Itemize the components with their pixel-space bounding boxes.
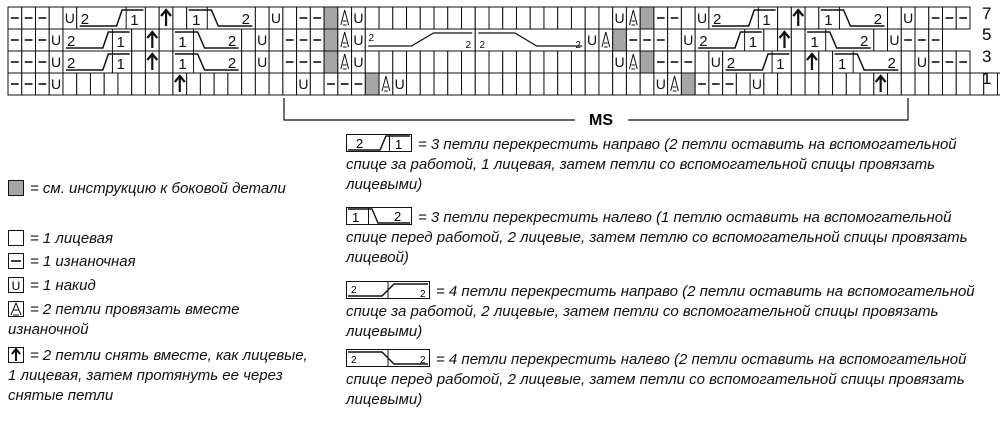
chart-cell	[159, 73, 173, 95]
yarn-over-mark: U	[587, 32, 598, 48]
cross4-right-icon	[346, 281, 430, 299]
chart-cell	[599, 51, 613, 73]
chart-cell	[681, 7, 695, 29]
yarn-over-mark: U	[683, 32, 694, 48]
yarn-over-mark: U	[353, 54, 364, 70]
legend-text-double-decrease: = 2 петли снять вместе, как лицевые, 1 лицевая, затем протянуть ее через снятые петли	[8, 347, 308, 404]
chart-cell	[503, 51, 517, 73]
chart-cell	[462, 7, 476, 29]
chart-cell	[365, 73, 379, 95]
chart-cell	[943, 73, 957, 95]
chart-cell	[489, 7, 503, 29]
cable-block	[365, 29, 475, 51]
cross3-right-icon	[346, 134, 412, 152]
cable-label-2: 2	[227, 33, 237, 50]
chart-cell	[393, 51, 407, 73]
chart-cell	[462, 73, 476, 95]
chart-cell	[269, 29, 283, 51]
legend-item-cross4-left	[346, 349, 996, 410]
yarn-over-mark: U	[257, 32, 268, 48]
legend-text-cross4-left: = 4 петли перекрестить налево (2 петли оставить на вспомогательной спице перед работой, 2 лицевые, затем петли со вспомогательной спицы провязать лицевыми)	[346, 351, 967, 408]
cross3-left-icon	[346, 207, 412, 225]
row-number-3: 3	[982, 47, 992, 66]
chart-cell	[200, 73, 214, 95]
cable-label-1: 1	[838, 56, 847, 73]
chart-cell	[736, 73, 750, 95]
chart-cell	[805, 73, 819, 95]
chart-cell	[434, 51, 448, 73]
cable-label-2: 2	[712, 11, 722, 28]
yarn-over-mark: U	[257, 54, 268, 70]
chart-cell	[407, 51, 421, 73]
chart-cell	[145, 7, 159, 29]
chart-cell	[324, 29, 338, 51]
yarn-over-mark: U	[394, 76, 405, 92]
cable-label-2: 2	[726, 55, 736, 72]
chart-cell	[516, 73, 530, 95]
chart-grid	[8, 7, 1000, 95]
chart-cell	[49, 7, 63, 29]
chart-cell	[599, 7, 613, 29]
chart-cell	[585, 7, 599, 29]
chart-cell	[544, 7, 558, 29]
chart-cell	[159, 29, 173, 51]
chart-cell	[132, 73, 146, 95]
cable-block	[475, 29, 585, 51]
chart-cell	[915, 7, 929, 29]
chart-cell	[530, 73, 544, 95]
chart-cell	[640, 51, 654, 73]
chart-cell	[242, 73, 256, 95]
chart-cell	[310, 73, 324, 95]
chart-cell	[778, 7, 792, 29]
chart-cell	[228, 73, 242, 95]
purl-dash-icon	[8, 253, 24, 269]
chart-cell	[365, 7, 379, 29]
chart-cell	[242, 29, 256, 51]
chart-cell	[585, 51, 599, 73]
yarn-over-mark: U	[353, 10, 364, 26]
chart-cell	[530, 51, 544, 73]
chart-cell	[448, 7, 462, 29]
yarn-over-icon	[8, 277, 24, 293]
legend-text-cross3-left: = 3 петли перекрестить налево (1 петлю оставить на вспомогательной спице перед работой, 2 лицевые, затем петлю со вспомогательной спицы провязать лицевой)	[346, 209, 968, 266]
legend-item-yarn-over	[8, 276, 96, 296]
chart-cell	[764, 29, 778, 51]
chart-cell	[420, 73, 434, 95]
legend-text-purl: = 1 изнаночная	[30, 253, 136, 270]
chart-cell	[791, 73, 805, 95]
chart-cell	[791, 51, 805, 73]
yarn-over-mark: U	[51, 76, 62, 92]
chart-cell	[819, 73, 833, 95]
chart-cell	[104, 73, 118, 95]
chart-cell	[90, 73, 104, 95]
chart-cell	[516, 7, 530, 29]
cable-label-2: 2	[860, 33, 869, 50]
row-number-1: 1	[982, 69, 992, 88]
chart-cell	[571, 51, 585, 73]
yarn-over-mark: U	[655, 76, 666, 92]
chart-cell	[819, 51, 833, 73]
legend-item-cross3-left	[346, 207, 996, 268]
svg-text:1: 1	[352, 210, 360, 225]
chart-cell	[558, 51, 572, 73]
chart-cell	[571, 73, 585, 95]
chart-cell	[915, 73, 929, 95]
chart-cell	[145, 73, 159, 95]
legend-text-knit: = 1 лицевая	[30, 230, 114, 247]
cable-label-2: 2	[241, 11, 250, 28]
svg-text:2: 2	[351, 285, 357, 296]
chart-cell	[544, 51, 558, 73]
legend-item-p2tog	[8, 300, 308, 340]
chart-cell	[475, 51, 489, 73]
chart-cell	[132, 29, 146, 51]
chart-cell	[695, 51, 709, 73]
cable-label-2: 2	[575, 40, 581, 51]
chart-cell	[434, 7, 448, 29]
chart-cell	[764, 73, 778, 95]
chart-cell	[448, 51, 462, 73]
cable-label-1: 1	[130, 12, 139, 29]
legend-text-cross4-right: = 4 петли перекрестить направо (2 петли оставить на вспомогательной спице за работой, 2 лицевые, затем петли со вспомогательной спицы провязать лицевыми)	[346, 283, 975, 340]
chart-cell	[269, 73, 283, 95]
yarn-over-mark: U	[751, 76, 763, 92]
chart-cell	[420, 7, 434, 29]
chart-cell	[393, 7, 407, 29]
cable-label-1: 1	[178, 34, 187, 51]
chart-cell	[530, 7, 544, 29]
row-number-column	[982, 4, 991, 88]
cable-label-1: 1	[810, 34, 819, 51]
cable-label-2: 2	[699, 33, 708, 50]
chart-cell	[901, 73, 915, 95]
chart-cell	[668, 29, 682, 51]
cable-label-1: 1	[178, 56, 187, 73]
yarn-over-mark: U	[614, 10, 625, 26]
knit-square-icon	[8, 230, 24, 246]
chart-cell	[901, 51, 915, 73]
legend-item-side-panel	[8, 179, 308, 199]
yarn-over-mark: U	[353, 32, 364, 48]
chart-cell	[489, 73, 503, 95]
legend-item-knit	[8, 229, 113, 249]
row-number-7: 7	[982, 4, 992, 23]
chart-cell	[778, 73, 792, 95]
yarn-over-mark: U	[903, 10, 914, 26]
chart-cell	[324, 51, 338, 73]
chart-cell	[283, 73, 297, 95]
svg-text:2: 2	[356, 136, 364, 151]
chart-cell	[874, 29, 888, 51]
yarn-over-mark: U	[64, 10, 75, 26]
chart-cell	[462, 51, 476, 73]
chart-cell	[489, 51, 503, 73]
chart-cell	[503, 73, 517, 95]
chart-cell	[558, 7, 572, 29]
svg-text:U: U	[11, 279, 21, 293]
legend-item-cross4-right	[346, 281, 996, 342]
chart-cell	[324, 7, 338, 29]
cable-label-2: 2	[887, 55, 896, 72]
chart-cell	[888, 73, 902, 95]
chart-cell	[434, 73, 448, 95]
chart-cell	[407, 73, 421, 95]
chart-cell	[860, 73, 874, 95]
cable-label-1: 1	[748, 34, 758, 51]
chart-cell	[118, 73, 132, 95]
cable-label-2: 2	[465, 40, 472, 51]
chart-cell	[255, 7, 269, 29]
yarn-over-mark: U	[614, 54, 625, 70]
yarn-over-mark: U	[696, 10, 708, 26]
yarn-over-mark: U	[889, 32, 900, 48]
chart-cell	[365, 51, 379, 73]
chart-cell	[805, 7, 819, 29]
yarn-over-mark: U	[51, 54, 62, 70]
svg-text:1: 1	[395, 137, 403, 152]
cable-label-2: 2	[479, 40, 486, 51]
chart-cell	[173, 7, 187, 29]
legend-text-side-panel: = см. инструкцию к боковой детали	[30, 180, 286, 197]
chart-cell	[544, 73, 558, 95]
chart-cell	[613, 73, 627, 95]
cable-label-2: 2	[80, 11, 90, 28]
cable-label-2: 2	[873, 11, 883, 28]
chart-cell	[571, 7, 585, 29]
chart-cell	[242, 51, 256, 73]
chart-cell	[214, 73, 228, 95]
cable-label-1: 1	[824, 12, 833, 29]
chart-cell	[558, 73, 572, 95]
yarn-over-mark: U	[51, 32, 62, 48]
legend-text-cross3-right: = 3 петли перекрестить направо (2 петли оставить на вспомогательной спице за работой, 1 лицевая, затем петли со вспомогательной спицы провязать лицевыми)	[346, 136, 957, 193]
chart-cell	[132, 51, 146, 73]
chart-cell	[640, 7, 654, 29]
chart-cell	[846, 73, 860, 95]
cable-label-1: 1	[776, 56, 785, 73]
repeat-bracket	[284, 98, 908, 129]
chart-cell	[613, 29, 627, 51]
chart-cell	[888, 7, 902, 29]
row-number-5: 5	[982, 25, 992, 44]
cable-label-1: 1	[192, 12, 201, 29]
chart-cell	[407, 7, 421, 29]
legend-item-cross3-right	[346, 134, 996, 195]
chart-cell	[791, 29, 805, 51]
cable-label-1: 1	[116, 34, 125, 51]
chart-cell	[159, 51, 173, 73]
cable-label-2: 2	[67, 55, 76, 72]
chart-cell	[379, 51, 393, 73]
cable-label-2: 2	[227, 55, 237, 72]
chart-cell	[420, 51, 434, 73]
double-decrease-arrow-icon	[8, 347, 24, 363]
shaded-square-icon	[8, 180, 24, 196]
chart-cell	[475, 7, 489, 29]
yarn-over-mark: U	[298, 76, 309, 92]
chart-cell	[626, 73, 640, 95]
chart-cell	[956, 73, 970, 95]
chart-cell	[379, 7, 393, 29]
svg-text:2: 2	[420, 355, 426, 366]
chart-cell	[599, 73, 613, 95]
chart-cell	[833, 73, 847, 95]
yarn-over-mark: U	[710, 54, 721, 70]
svg-text:2: 2	[420, 289, 426, 299]
chart-cell	[255, 73, 269, 95]
yarn-over-mark: U	[916, 54, 927, 70]
cross4-left-icon	[346, 349, 430, 367]
chart-cell	[269, 51, 283, 73]
chart-cell	[283, 7, 297, 29]
svg-text:2: 2	[351, 355, 357, 366]
cable-label-2: 2	[67, 33, 76, 50]
legend-item-purl	[8, 252, 136, 272]
repeat-label-ms: MS	[589, 112, 613, 129]
cable-label-2: 2	[368, 33, 375, 44]
chart-cell	[448, 73, 462, 95]
chart-cell	[640, 73, 654, 95]
legend-item-double-decrease	[8, 346, 308, 406]
svg-text:2: 2	[394, 209, 402, 224]
chart-cell	[63, 73, 77, 95]
chart-cell	[187, 73, 201, 95]
chart-cell	[929, 73, 943, 95]
legend-text-yarn-over: = 1 накид	[30, 277, 96, 294]
cable-label-1: 1	[116, 56, 125, 73]
chart-cell	[475, 73, 489, 95]
chart-cell	[585, 73, 599, 95]
legend-text-p2tog: = 2 петли провязать вместе изнаночной	[8, 301, 240, 338]
chart-cell	[503, 7, 517, 29]
chart-cell	[681, 73, 695, 95]
p2tog-icon	[8, 301, 24, 317]
cable-label-1: 1	[762, 12, 771, 29]
chart-cell	[77, 73, 91, 95]
chart-cell	[516, 51, 530, 73]
yarn-over-mark: U	[270, 10, 282, 26]
